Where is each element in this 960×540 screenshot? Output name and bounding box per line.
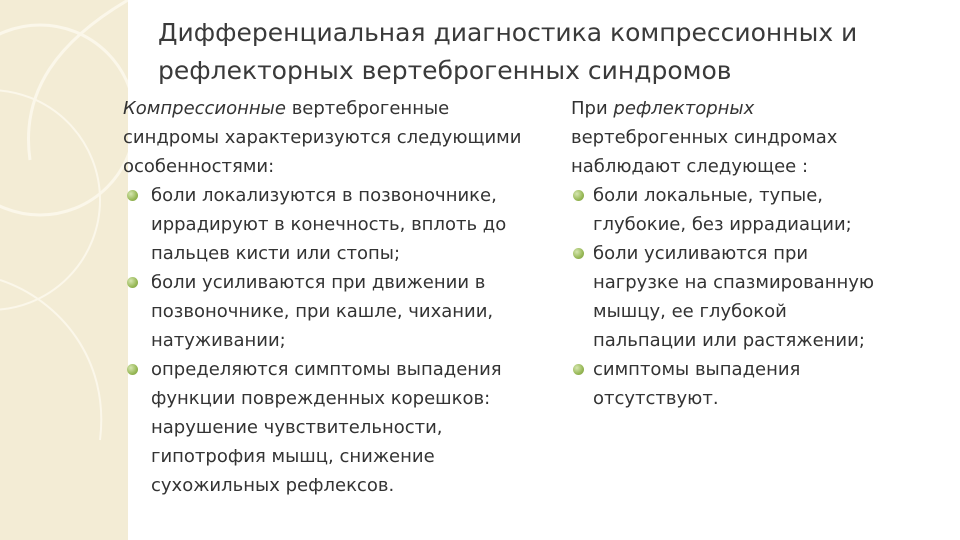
right-intro-emphasis: рефлекторных: [613, 98, 755, 119]
list-item-line: боли локализуются в позвоночнике,: [151, 185, 497, 206]
list-item-line: мышцу, ее глубокой: [593, 301, 787, 322]
list-item-line: иррадируют в конечность, вплоть до: [151, 214, 507, 235]
title-line-2: рефлекторных вертеброгенных синдромов: [158, 56, 732, 85]
decorative-swirl-graphic: [0, 0, 128, 540]
left-intro-line-2: синдромы характеризуются следующими: [123, 127, 522, 148]
list-item-line: пальпации или растяжении;: [593, 330, 865, 351]
list-item-line: нарушение чувствительности,: [151, 417, 443, 438]
right-intro-line-3: наблюдают следующее :: [571, 156, 809, 177]
list-item-line: определяются симптомы выпадения: [151, 359, 502, 380]
list-item-line: нагрузке на спазмированную: [593, 272, 875, 293]
list-item: [123, 355, 563, 500]
list-item-line: сухожильных рефлексов.: [151, 475, 395, 496]
bullet-icon: [573, 364, 584, 375]
bullet-icon: [127, 364, 138, 375]
right-intro-pre: При: [571, 98, 614, 119]
list-item-line: симптомы выпадения: [593, 359, 801, 380]
left-intro-line-1: [123, 94, 563, 123]
list-item: [571, 355, 951, 413]
left-intro-rest: вертеброгенные: [285, 98, 450, 119]
list-item-line: пальцев кисти или стопы;: [151, 243, 401, 264]
list-item-line: боли локальные, тупые,: [593, 185, 823, 206]
list-item-line: отсутствуют.: [593, 388, 719, 409]
reflex-column: [571, 94, 951, 413]
list-item-line: натуживании;: [151, 330, 286, 351]
decorative-sidebar: [0, 0, 128, 540]
compression-features-list: [123, 181, 563, 500]
left-intro-emphasis: Компрессионные: [123, 98, 286, 119]
list-item-line: глубокие, без иррадиации;: [593, 214, 852, 235]
slide-title: [158, 14, 948, 90]
right-intro-line-1: [571, 94, 951, 123]
compression-column: [123, 94, 563, 500]
reflex-features-list: [571, 181, 951, 413]
list-item: [571, 239, 951, 355]
list-item-line: боли усиливаются при: [593, 243, 809, 264]
list-item-line: боли усиливаются при движении в: [151, 272, 486, 293]
title-line-1: Дифференциальная диагностика компрессионных и: [158, 18, 858, 47]
left-intro-line-3: особенностями:: [123, 156, 275, 177]
bullet-icon: [127, 277, 138, 288]
list-item: [123, 181, 563, 268]
list-item: [571, 181, 951, 239]
list-item: [123, 268, 563, 355]
list-item-line: позвоночнике, при кашле, чихании,: [151, 301, 494, 322]
bullet-icon: [573, 248, 584, 259]
bullet-icon: [127, 190, 138, 201]
bullet-icon: [573, 190, 584, 201]
right-intro-line-2: вертеброгенных синдромах: [571, 127, 838, 148]
list-item-line: функции поврежденных корешков:: [151, 388, 491, 409]
list-item-line: гипотрофия мышц, снижение: [151, 446, 435, 467]
